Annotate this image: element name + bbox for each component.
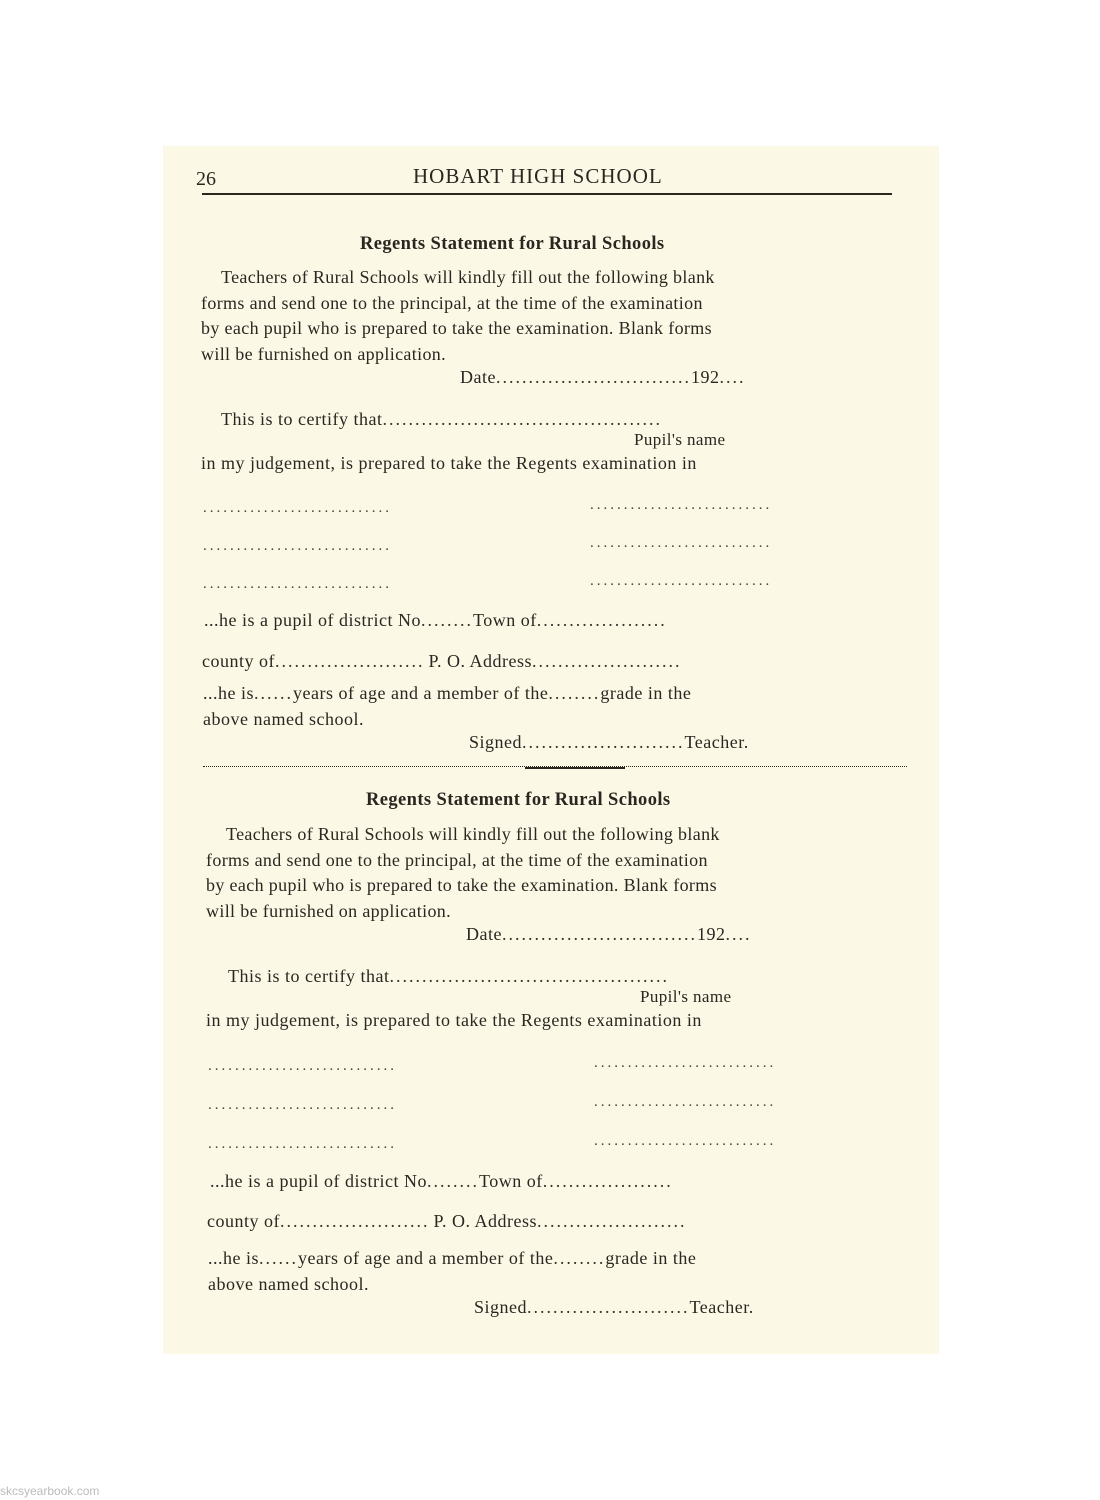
age-label: ...he is xyxy=(208,1248,259,1268)
subject-blank: ............................ xyxy=(208,1058,397,1074)
intro-line: will be furnished on application. xyxy=(206,900,451,921)
subject-blank: ........................... xyxy=(594,1133,777,1149)
po-address-label: P. O. Address xyxy=(433,1211,537,1231)
signed-label: Signed xyxy=(469,732,523,752)
subject-blank: ............................ xyxy=(208,1097,397,1113)
teacher-label: Teacher. xyxy=(689,1297,754,1317)
subject-blank: ........................... xyxy=(590,535,773,551)
town-label: Town of xyxy=(472,610,537,630)
district-line: ...he is a pupil of district No........Town of.................... xyxy=(204,610,667,630)
grade-label: grade in the xyxy=(605,1248,697,1268)
cut-line-center xyxy=(525,767,625,769)
subject-blank: ............................ xyxy=(203,576,392,592)
judgement-line: in my judgement, is prepared to take the Regents examination in xyxy=(206,1010,702,1030)
header-rule xyxy=(202,193,892,195)
age-member-label: years of age and a member of the xyxy=(298,1248,554,1268)
certify-line: This is to certify that........................................... xyxy=(221,409,662,429)
teacher-label: Teacher. xyxy=(684,732,749,752)
watermark: skcsyearbook.com xyxy=(0,1484,100,1498)
subject-blank: ........................... xyxy=(590,497,773,513)
page-number: 26 xyxy=(196,168,216,190)
county-line: county of....................... P. O. Address....................... xyxy=(202,651,682,671)
age-member-label: years of age and a member of the xyxy=(293,683,549,703)
date-label: Date xyxy=(460,367,496,387)
year-label: 192 xyxy=(690,367,720,387)
form-intro xyxy=(201,265,901,367)
intro-line: forms and send one to the principal, at the time of the examination xyxy=(201,292,703,313)
county-label: county of xyxy=(207,1211,280,1231)
signed-label: Signed xyxy=(474,1297,528,1317)
county-label: county of xyxy=(202,651,275,671)
year-label: 192 xyxy=(696,924,726,944)
district-line: ...he is a pupil of district No........Town of.................... xyxy=(210,1171,673,1191)
subject-blank: ............................ xyxy=(208,1136,397,1152)
form-intro xyxy=(206,822,906,924)
certify-label: This is to certify that xyxy=(221,409,383,429)
form-title: Regents Statement for Rural Schools xyxy=(366,790,671,810)
grade-label: grade in the xyxy=(600,683,692,703)
certify-label: This is to certify that xyxy=(228,966,390,986)
above-named-line: above named school. xyxy=(208,1274,369,1294)
age-line: ...he is......years of age and a member of the........grade in the xyxy=(208,1248,697,1268)
date-label: Date xyxy=(466,924,502,944)
town-label: Town of xyxy=(478,1171,543,1191)
subject-blank: ............................ xyxy=(203,500,392,516)
signed-line: Signed.........................Teacher. xyxy=(469,732,749,752)
subject-blank: ........................... xyxy=(590,573,773,589)
po-address-label: P. O. Address xyxy=(428,651,532,671)
intro-line: Teachers of Rural Schools will kindly fill out the following blank xyxy=(226,824,720,844)
pupil-name-caption: Pupil's name xyxy=(640,987,732,1006)
district-label: ...he is a pupil of district No xyxy=(210,1171,427,1191)
subject-blank: ........................... xyxy=(594,1055,777,1071)
county-line: county of....................... P. O. Address....................... xyxy=(207,1211,687,1231)
above-named-line: above named school. xyxy=(203,709,364,729)
intro-line: forms and send one to the principal, at the time of the examination xyxy=(206,849,708,870)
district-label: ...he is a pupil of district No xyxy=(204,610,421,630)
judgement-line: in my judgement, is prepared to take the Regents examination in xyxy=(201,453,697,473)
intro-line: will be furnished on application. xyxy=(201,343,446,364)
date-line: Date..............................192.... xyxy=(466,924,752,944)
form-title: Regents Statement for Rural Schools xyxy=(360,234,665,254)
age-line: ...he is......years of age and a member of the........grade in the xyxy=(203,683,692,703)
subject-blank: ........................... xyxy=(594,1094,777,1110)
signed-line: Signed.........................Teacher. xyxy=(474,1297,754,1317)
intro-line: Teachers of Rural Schools will kindly fill out the following blank xyxy=(221,267,715,287)
intro-line: by each pupil who is prepared to take the examination. Blank forms xyxy=(201,318,712,338)
date-line: Date..............................192.... xyxy=(460,367,746,387)
certify-line: This is to certify that........................................... xyxy=(228,966,669,986)
age-label: ...he is xyxy=(203,683,254,703)
pupil-name-caption: Pupil's name xyxy=(634,430,726,449)
subject-blank: ............................ xyxy=(203,538,392,554)
running-header-title: HOBART HIGH SCHOOL xyxy=(413,164,663,188)
intro-line: by each pupil who is prepared to take the examination. Blank forms xyxy=(206,875,717,895)
